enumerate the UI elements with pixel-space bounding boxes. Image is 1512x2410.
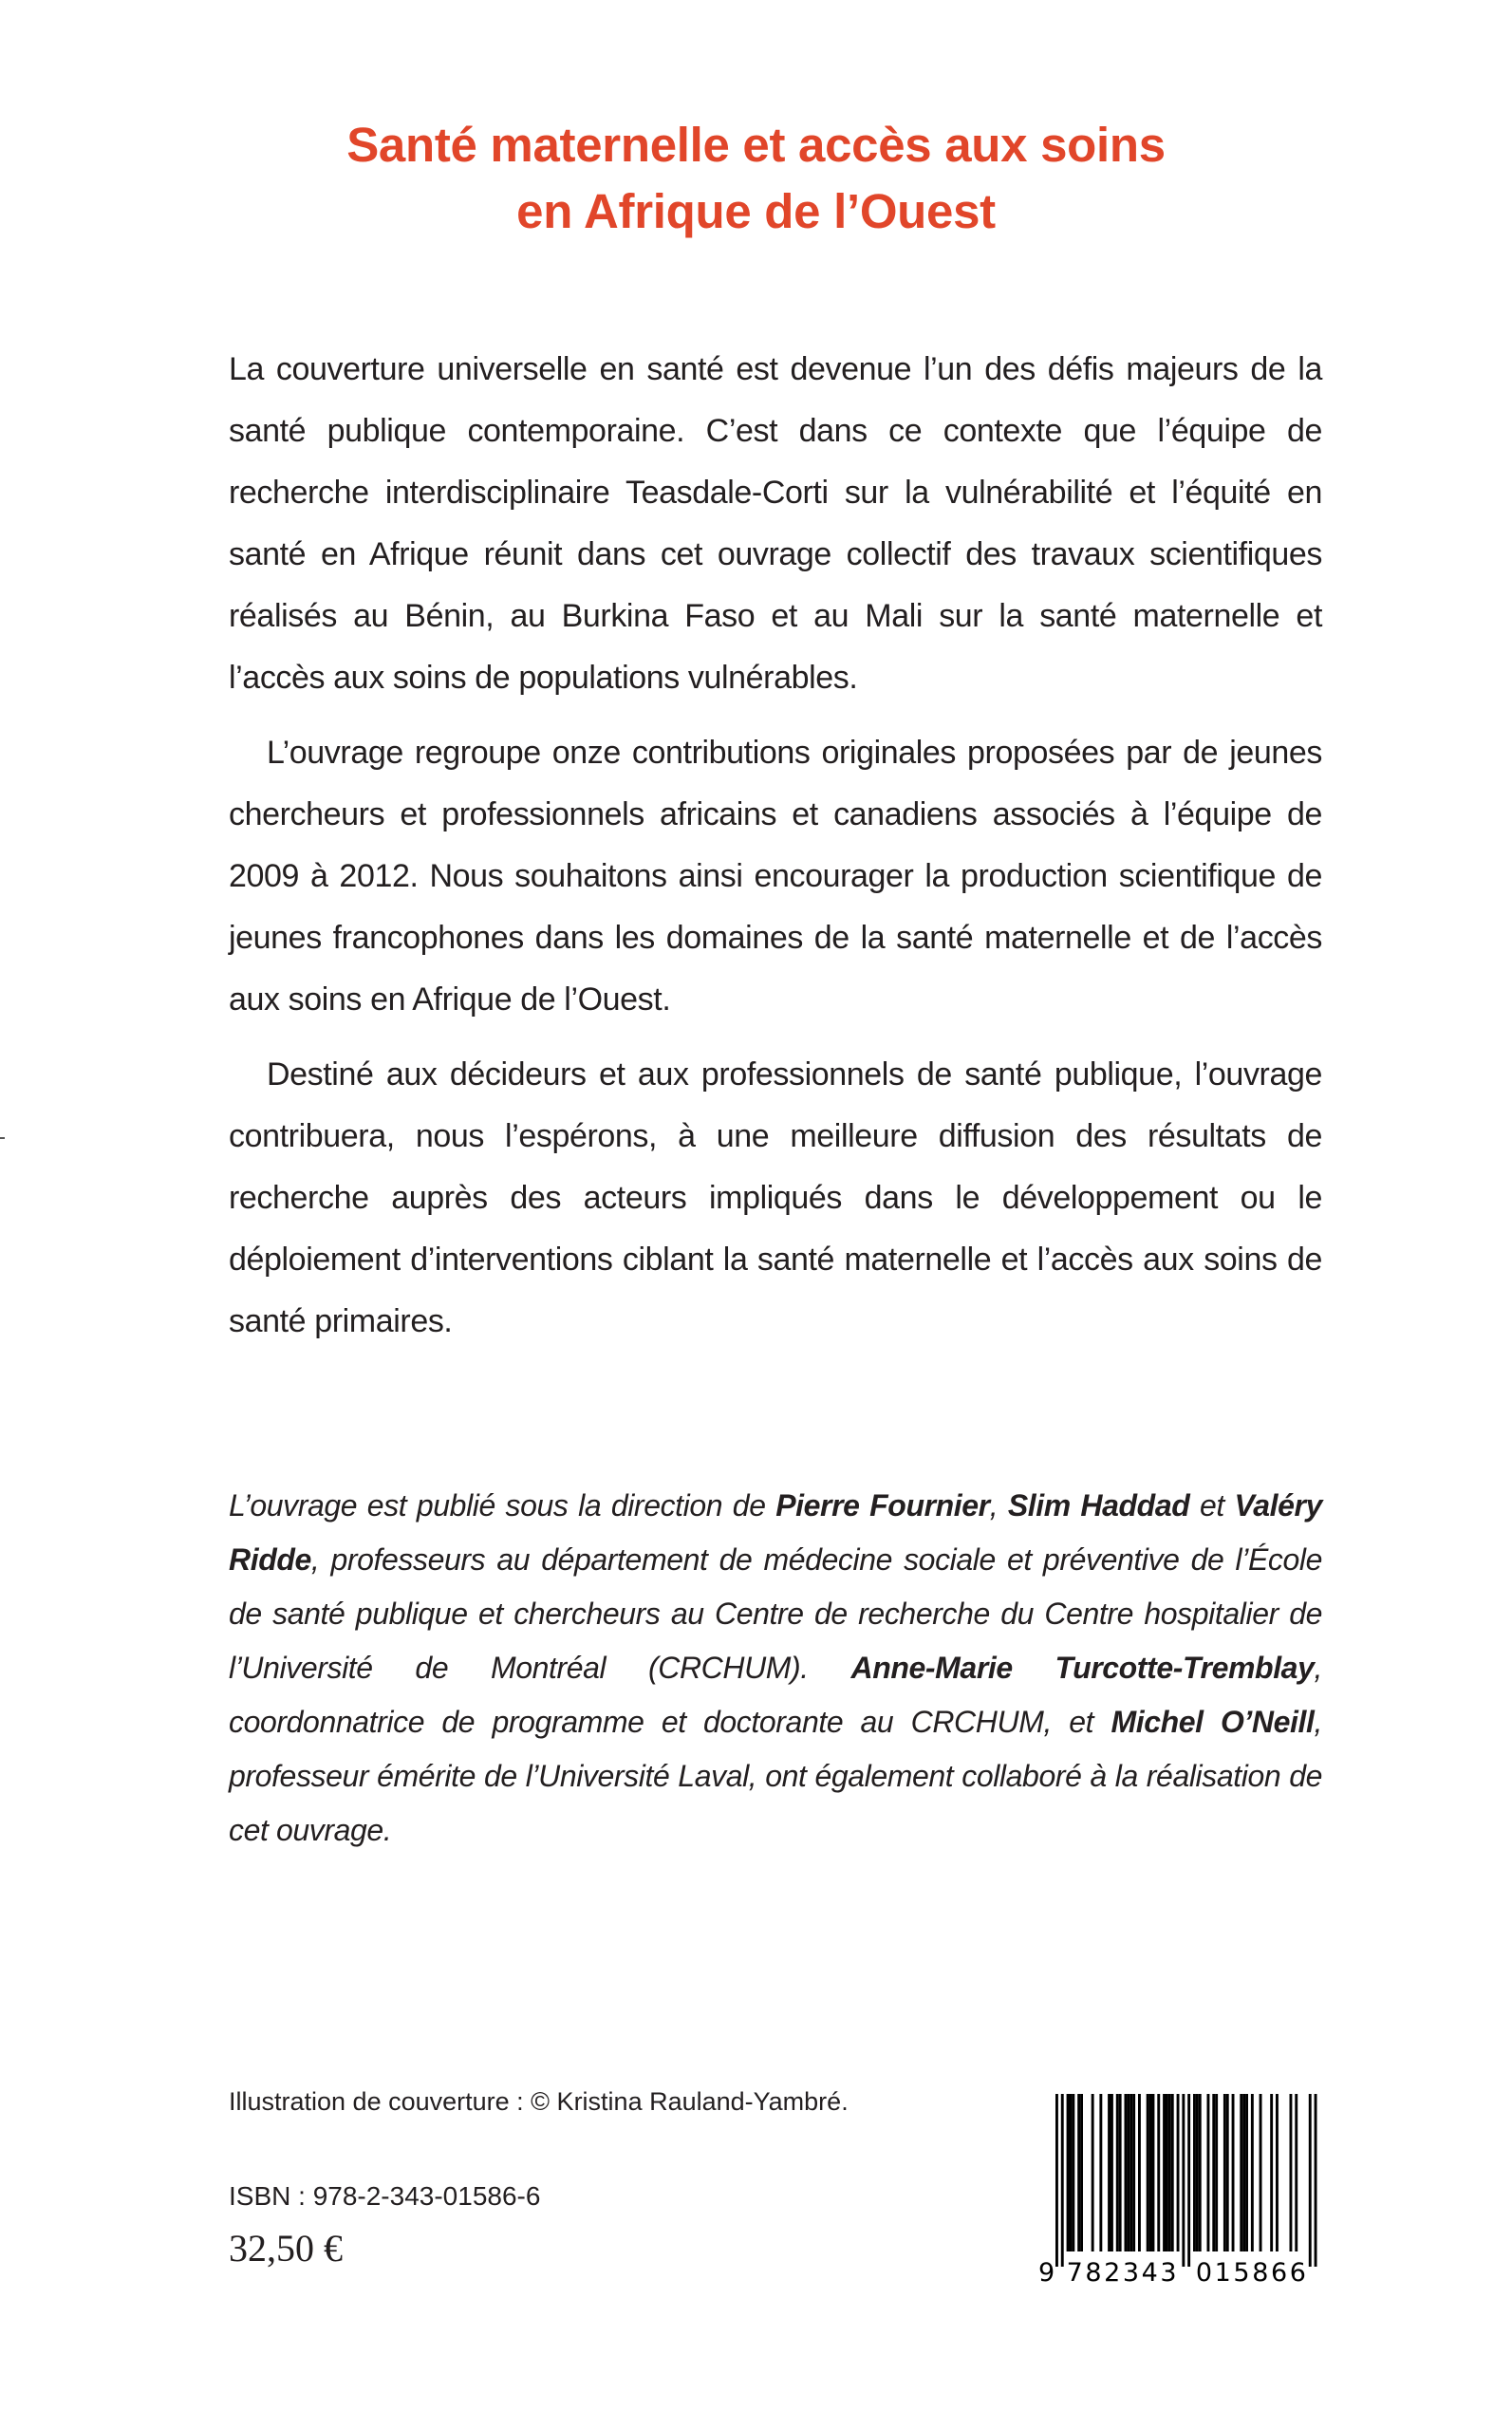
barcode-bar [1270,2094,1273,2251]
blurb-paragraph-2: L’ouvrage regroupe onze contributions originales proposées par de jeunes chercheurs et professionnels africains et canadiens associés à l’équipe de 2009 à 2012. Nous souhaitons ainsi encourager la production scientifique de jeunes francophones dans les domaines de la santé maternelle et de l’accès aux soins en Afrique de l’Ouest. [229,735,1322,1018]
barcode-bar [1116,2094,1119,2251]
barcode-bar [1119,2094,1122,2251]
barcode-bar [1132,2094,1135,2251]
barcode-bar [1147,2094,1149,2251]
barcode-bar [1276,2094,1279,2251]
isbn: ISBN : 978-2-343-01586-6 [229,2181,541,2211]
editor-name: Pierre Fournier [775,1488,990,1523]
barcode-bar [1245,2094,1248,2251]
barcode-bar [1072,2094,1074,2251]
barcode-bar [1077,2094,1080,2251]
title-line-1: Santé maternelle et accès aux soins [346,118,1166,172]
editor-name: Anne-Marie Turcotte-Tremblay [850,1651,1315,1685]
barcode-bar [1092,2094,1094,2251]
barcode-bar [1242,2094,1245,2251]
blurb-paragraph-3: Destiné aux décideurs et aux professionnels de santé publique, l’ouvrage contribuera, nous l’espérons, à une meilleure diffusion des résultats de recherche auprès des acteurs impliqués dans le développement ou le déploiement d’interventions ciblant la santé maternelle et l’accès aux soins de santé primaires. [229,1056,1322,1339]
editors-text: , professeurs au département de médecine sociale et préventive de l’École de santé publique et chercheurs au Centre de recherche du Centre hospitalier de l’Université de Montréal (CRCHUM). [229,1542,1322,1685]
barcode-bar [1309,2094,1312,2267]
barcode-bar [1129,2094,1132,2251]
editors-text: L’ouvrage est publié sous la direction de [229,1488,776,1523]
book-title [0,112,1512,245]
blurb-paragraph-1: La couverture universelle en santé est devenue l’un des défis majeurs de la santé publique contemporaine. C’est dans ce contexte que l’équipe de recherche interdisciplinaire Teasdale-Corti sur la vulnérabilité et l’équité en santé en Afrique réunit dans cet ouvrage collectif des travaux scientifiques réalisés au Bénin, au Burkina Faso et au Mali sur la santé maternelle et l’accès aux soins de populations vulnérables. [229,351,1322,696]
barcode-bar [1177,2094,1180,2251]
barcode-bar [1125,2094,1128,2251]
barcode-bar [1207,2094,1210,2251]
barcode-bar [1152,2094,1155,2251]
barcode-digits: 9 [1038,2258,1055,2288]
barcode-bar [1080,2094,1083,2251]
barcode-bar [1295,2094,1297,2251]
editors-text: , coordonnatrice de programme et doctorante au CRCHUM, et [229,1651,1322,1739]
price: 32,50 € [229,2227,343,2270]
barcode-bar [1199,2094,1202,2251]
editor-name: Slim Haddad [1007,1488,1190,1523]
barcode-bar [1168,2094,1171,2251]
barcode-bar [1067,2094,1070,2251]
barcode-bar [1232,2094,1235,2251]
barcode-bar [1226,2094,1229,2251]
blurb [229,339,1322,1353]
barcode-bar [1138,2094,1141,2251]
barcode-bar [1163,2094,1166,2251]
editors-text: , professeur émérite de l’Université Laval, ont également collaboré à la réalisation de cet ouvrage. [229,1705,1322,1847]
barcode-digits-right: 015866 [1195,2258,1306,2288]
barcode-bar [1061,2094,1064,2267]
barcode-bar [1187,2094,1190,2267]
barcode-bar [1193,2094,1196,2251]
barcode-bar [1182,2094,1185,2267]
barcode-bar [1166,2094,1168,2251]
editors-text: , [989,1488,1008,1523]
barcode-bar [1099,2094,1102,2251]
editor-name: Valéry Ridde [229,1488,1322,1577]
cover-credit: Illustration de couverture : © Kristina Rauland-Yambré. [229,2087,849,2116]
barcode-digits-left: 782343 [1066,2258,1177,2288]
barcode-bar [1260,2094,1262,2251]
barcode-bar [1108,2094,1111,2251]
barcode-bar [1290,2094,1293,2251]
barcode-bar [1315,2094,1317,2267]
barcode-bar [1127,2094,1129,2251]
title-line-2: en Afrique de l’Ouest [516,184,996,238]
barcode-bar [1070,2094,1073,2251]
crop-mark [0,1137,5,1139]
barcode-bar [1196,2094,1199,2251]
barcode-bar [1111,2094,1113,2251]
editors-text: et [1189,1488,1235,1523]
barcode-bar [1055,2094,1058,2267]
barcode-bar [1223,2094,1226,2251]
editor-name: Michel O’Neill [1111,1705,1315,1739]
barcode-bar [1215,2094,1218,2251]
barcode-icon [1036,2094,1325,2288]
editors-note [229,1479,1322,1858]
barcode-bar [1149,2094,1152,2251]
barcode-bar [1212,2094,1215,2251]
barcode-bar [1240,2094,1242,2251]
barcode-bar [1157,2094,1160,2251]
barcode-bar [1251,2094,1254,2251]
barcode-bar [1171,2094,1174,2251]
